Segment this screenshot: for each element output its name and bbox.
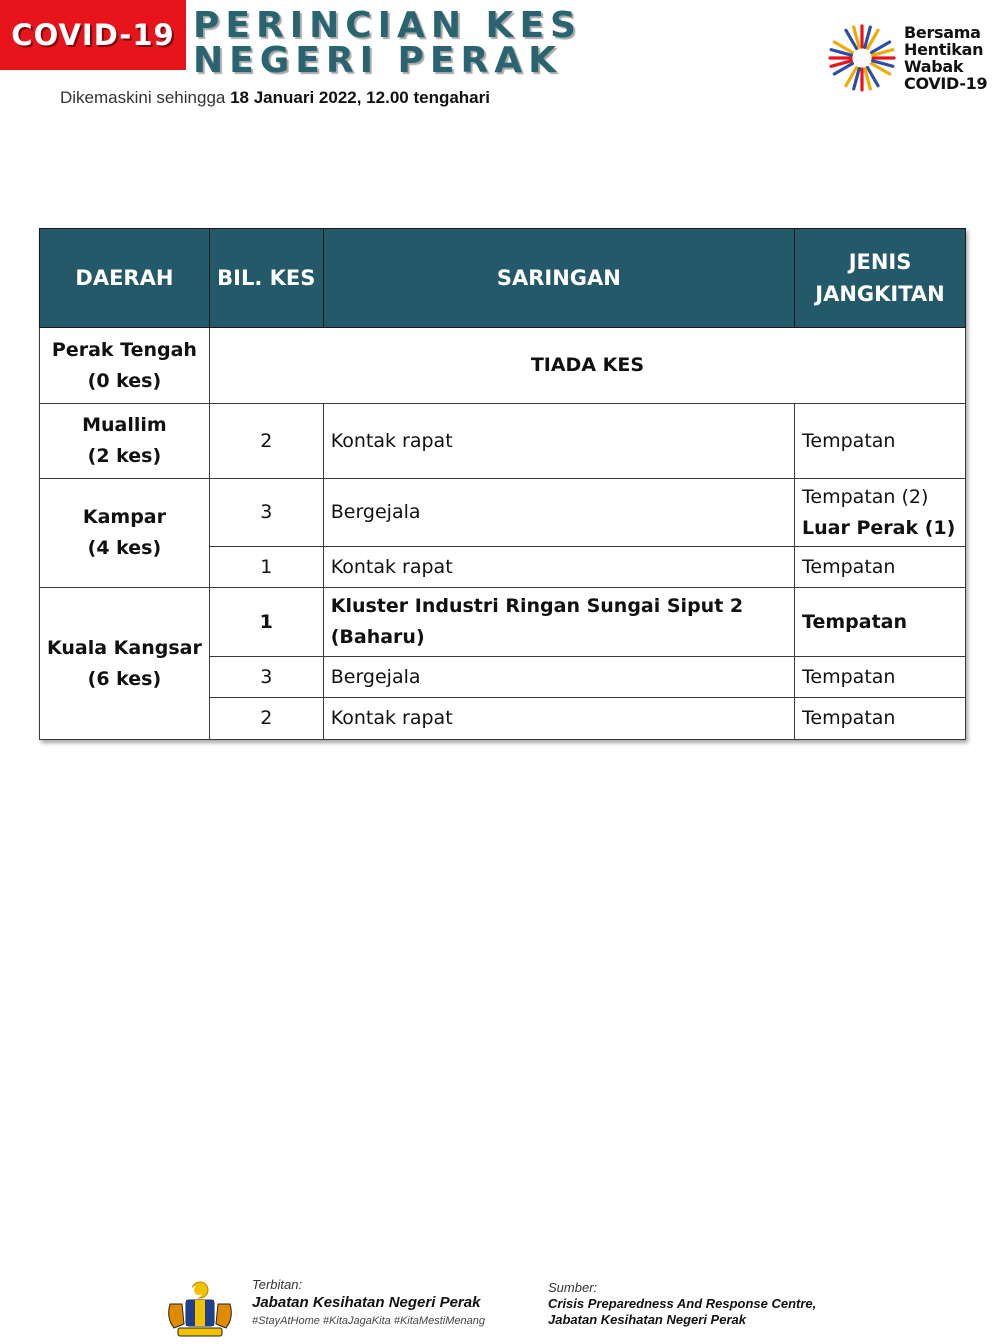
district-name: Kuala Kangsar bbox=[47, 636, 202, 659]
district-count: (6 kes) bbox=[87, 667, 162, 690]
covid-badge: COVID-19 bbox=[0, 0, 186, 70]
no-cases-cell: TIADA KES bbox=[209, 328, 965, 404]
header-jenis-line-2: JANGKITAN bbox=[815, 282, 945, 306]
header-saringan: SARINGAN bbox=[323, 229, 794, 328]
saringan-line-1: Kluster Industri Ringan Sungai Siput 2 bbox=[330, 595, 744, 617]
logo-line-3: Wabak bbox=[904, 57, 964, 76]
bil-kes-cell: 1 bbox=[209, 547, 323, 588]
district-kampar bbox=[40, 479, 210, 588]
source-line-2: Jabatan Kesihatan Negeri Perak bbox=[548, 1312, 746, 1327]
district-count: (0 kes) bbox=[87, 369, 162, 392]
district-name: Perak Tengah bbox=[51, 338, 197, 361]
saringan-cell: Kontak rapat bbox=[323, 547, 794, 588]
bil-kes-cell: 1 bbox=[209, 588, 323, 657]
district-name: Muallim bbox=[82, 414, 167, 436]
jenis-cell: Tempatan bbox=[795, 404, 966, 479]
updated-prefix: Dikemaskini sehingga bbox=[60, 88, 231, 107]
campaign-logo-text bbox=[904, 24, 987, 92]
publisher-name: Jabatan Kesihatan Negeri Perak bbox=[252, 1294, 481, 1311]
header-bil-kes: BIL. KES bbox=[209, 229, 323, 328]
district-kuala-kangsar bbox=[40, 588, 210, 740]
title-line-2: NEGERI PERAK bbox=[193, 40, 562, 81]
jenis-cell: Tempatan bbox=[795, 588, 966, 657]
table-row bbox=[40, 588, 966, 657]
header-daerah: DAERAH bbox=[40, 229, 210, 328]
title-line-1: PERINCIAN KES bbox=[193, 5, 582, 46]
source-label: Sumber: bbox=[548, 1280, 598, 1295]
logo-line-1: Bersama bbox=[904, 23, 981, 42]
bil-kes-cell: 2 bbox=[209, 698, 323, 740]
jenis-cell: Tempatan bbox=[795, 547, 966, 588]
district-name: Kampar bbox=[82, 506, 166, 528]
district-count: (2 kes) bbox=[87, 445, 162, 467]
publisher-label: Terbitan: bbox=[252, 1277, 303, 1292]
logo-line-2: Hentikan bbox=[904, 40, 984, 59]
jenis-cell: Tempatan bbox=[795, 657, 966, 698]
saringan-cell: Bergejala bbox=[323, 479, 794, 547]
saringan-cell bbox=[323, 588, 794, 657]
bil-kes-cell: 2 bbox=[209, 404, 323, 479]
bil-kes-cell: 3 bbox=[209, 657, 323, 698]
table-row bbox=[40, 479, 966, 547]
saringan-cell: Bergejala bbox=[323, 657, 794, 698]
logo-line-4: COVID-19 bbox=[904, 74, 988, 93]
district-muallim bbox=[40, 404, 210, 479]
bil-kes-cell: 3 bbox=[209, 479, 323, 547]
updated-timestamp bbox=[60, 88, 490, 108]
table-row bbox=[40, 328, 966, 404]
header-jenis-jangkitan bbox=[795, 229, 966, 328]
saringan-cell: Kontak rapat bbox=[323, 698, 794, 740]
table-header-row bbox=[40, 229, 966, 328]
jenis-line-2: Luar Perak (1) bbox=[802, 516, 956, 539]
sunburst-icon bbox=[826, 18, 898, 98]
jenis-cell: Tempatan bbox=[795, 698, 966, 740]
hashtags: #StayAtHome #KitaJagaKita #KitaMestiMenang bbox=[252, 1315, 485, 1327]
district-count: (4 kes) bbox=[87, 537, 162, 559]
jenis-cell bbox=[795, 479, 966, 547]
table-row bbox=[40, 404, 966, 479]
source-block bbox=[548, 1280, 816, 1328]
source-line-1: Crisis Preparedness And Response Centre, bbox=[548, 1296, 817, 1311]
footer bbox=[160, 1276, 860, 1338]
jenis-line-1: Tempatan (2) bbox=[802, 485, 929, 508]
coat-of-arms-icon bbox=[160, 1280, 240, 1338]
page-title bbox=[193, 5, 582, 81]
saringan-line-2: (Baharu) bbox=[330, 626, 425, 648]
district-perak-tengah bbox=[40, 328, 210, 404]
campaign-logo bbox=[826, 18, 1002, 98]
updated-value: 18 Januari 2022, 12.00 tengahari bbox=[230, 88, 490, 107]
case-table bbox=[39, 228, 966, 740]
publisher-block bbox=[252, 1276, 485, 1330]
saringan-cell: Kontak rapat bbox=[323, 404, 794, 479]
header-jenis-line-1: JENIS bbox=[848, 250, 912, 274]
